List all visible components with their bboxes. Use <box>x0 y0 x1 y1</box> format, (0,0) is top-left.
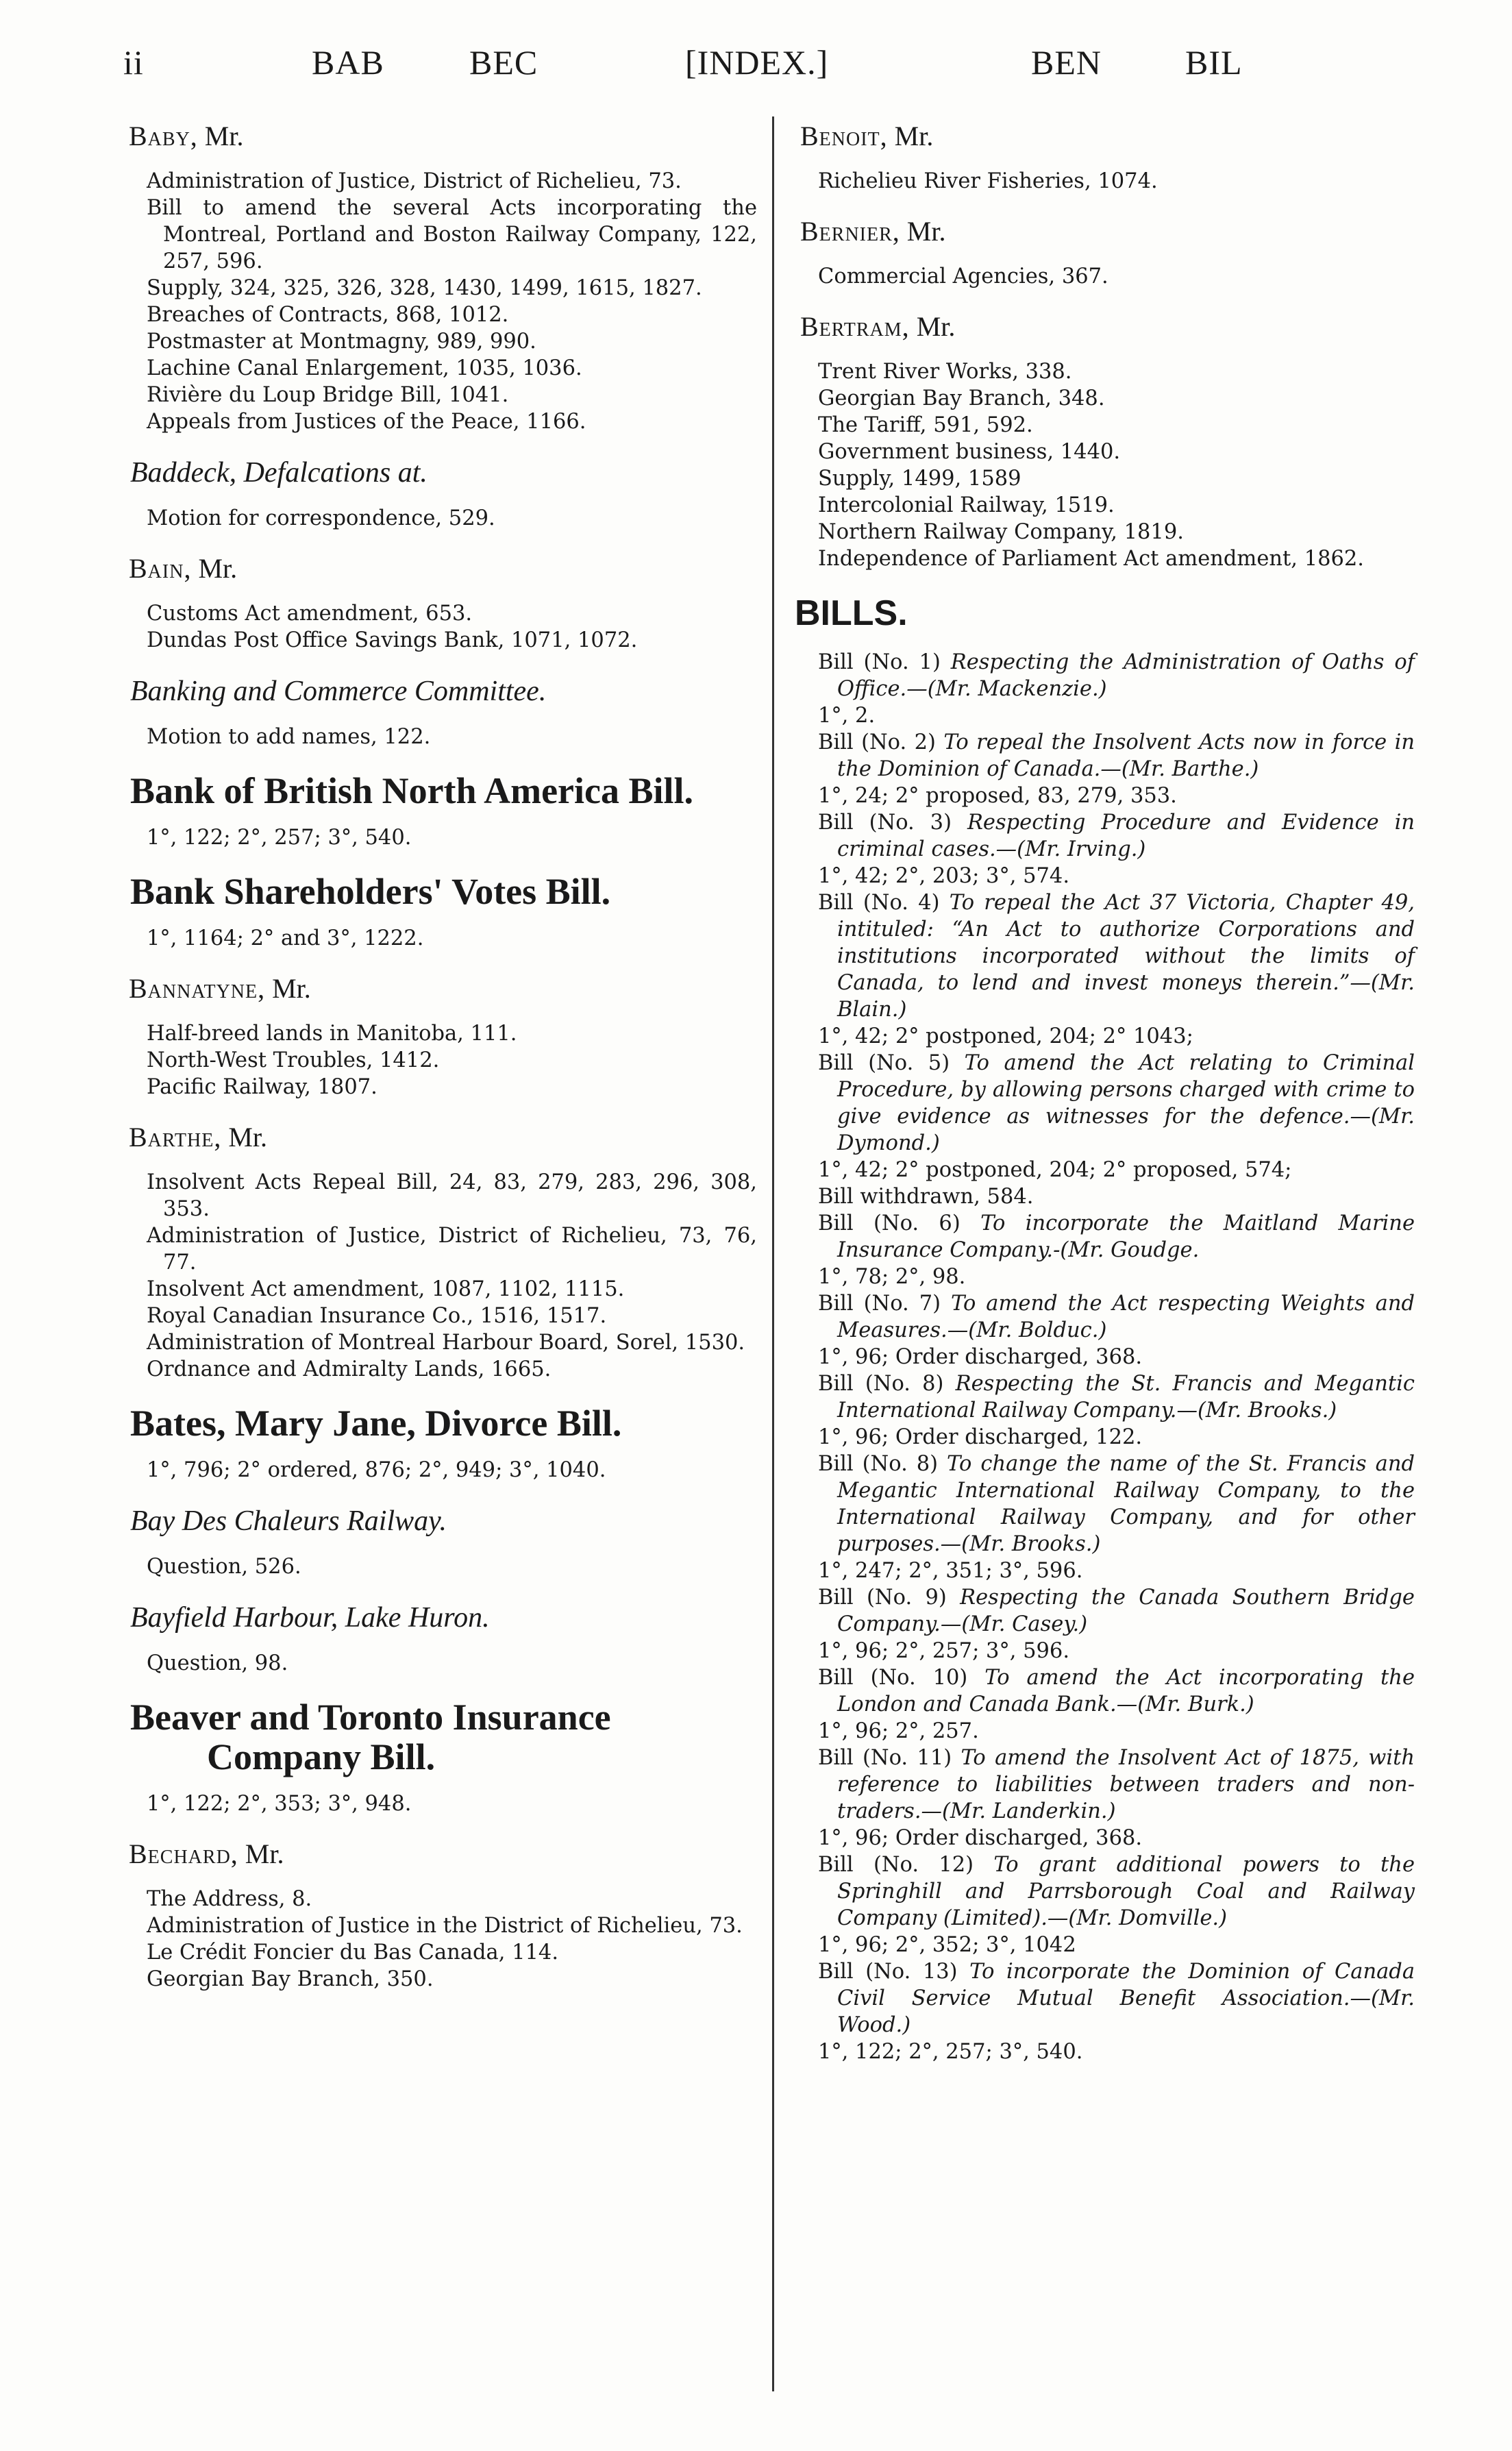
bill-number: Bill (No. 8) <box>818 1372 944 1396</box>
bill-title: Respecting the St. Francis and Megantic International Railway Company.—(Mr. Brooks.) <box>837 1372 1415 1422</box>
bill-stages: 1°, 96; 2°, 257; 3°, 596. <box>818 1639 1070 1663</box>
bill-number: Bill (No. 6) <box>818 1211 961 1235</box>
name-title: Mr. <box>272 973 311 1004</box>
header-to-2: BIL <box>1185 43 1243 82</box>
right-column <box>795 120 1415 2065</box>
bill-item <box>795 1851 1415 1958</box>
bill-stages: 1°, 96; Order discharged, 368. <box>818 1826 1143 1850</box>
entry-baddeck <box>123 456 757 532</box>
bill-item <box>795 1584 1415 1664</box>
bill-number: Bill (No. 8) <box>818 1452 939 1476</box>
name-title: Mr. <box>916 311 956 342</box>
index-entry: Georgian Bay Branch, 350. <box>147 1967 434 1991</box>
name-title: Mr. <box>245 1838 284 1869</box>
bill-number: Bill (No. 2) <box>818 730 936 754</box>
page-number: ii <box>123 43 144 82</box>
stages: 1°, 796; 2° ordered, 876; 2°, 949; 3°, 1040. <box>147 1458 606 1482</box>
bill-title: To amend the Insolvent Act of 1875, with reference to liabilities between traders and non-traders.—(Mr. Landerkin.) <box>837 1746 1415 1823</box>
index-entry: Bill to amend the several Acts incorporating the Montreal, Portland and Boston Railway Company, 122, 257, 596. <box>147 196 757 273</box>
index-entry: Appeals from Justices of the Peace, 1166. <box>147 410 586 434</box>
bill-title: To grant additional powers to the Springhill and Parrsborough Coal and Railway Company (Limited).—(Mr. Domville.) <box>837 1853 1415 1930</box>
name-heading: Bain, <box>129 553 192 584</box>
bill-stages: 1°, 247; 2°, 351; 3°, 596. <box>818 1559 1083 1583</box>
index-entry: Government business, 1440. <box>818 440 1121 464</box>
index-entry: Intercolonial Railway, 1519. <box>818 493 1115 517</box>
entry-bayfield <box>123 1601 757 1677</box>
index-entry: Insolvent Act amendment, 1087, 1102, 1115. <box>147 1277 625 1301</box>
bill-stages: 1°, 96; 2°, 352; 3°, 1042 <box>818 1933 1076 1957</box>
bill-number: Bill (No. 4) <box>818 891 940 915</box>
bill-item <box>795 889 1415 1050</box>
bill-number: Bill (No. 10) <box>818 1666 968 1690</box>
subject-heading: Baddeck, Defalcations at. <box>130 457 427 489</box>
name-heading: Benoit, <box>800 121 888 151</box>
bill-heading: Bank Shareholders' Votes Bill. <box>130 871 611 912</box>
entry-bates <box>123 1403 757 1483</box>
bill-title: To incorporate the Maitland Marine Insurance Company.-(Mr. Goudge. <box>837 1211 1415 1262</box>
bill-stages: 1°, 42; 2° postponed, 204; 2° proposed, 574; <box>818 1158 1292 1182</box>
bill-title: To repeal the Insolvent Acts now in force in the Dominion of Canada.—(Mr. Barthe.) <box>837 730 1415 781</box>
index-entry: Administration of Justice, District of Richelieu, 73. <box>147 169 682 193</box>
subject-heading: Banking and Commerce Committee. <box>130 676 547 707</box>
index-entry: Commercial Agencies, 367. <box>818 264 1108 288</box>
name-heading: Bernier, <box>800 216 900 247</box>
index-entry: Administration of Montreal Harbour Board, Sorel, 1530. <box>147 1331 745 1355</box>
left-column <box>123 120 757 2013</box>
bill-heading: Bates, Mary Jane, Divorce Bill. <box>130 1403 622 1444</box>
entry-bank-shareholders <box>123 872 757 952</box>
index-entry: Pacific Railway, 1807. <box>147 1075 377 1099</box>
name-title: Mr. <box>906 216 946 247</box>
bill-title: To incorporate the Dominion of Canada Civil Service Mutual Benefit Association.—(Mr. Wood.) <box>837 1960 1415 2037</box>
bill-title: Respecting the Administration of Oaths of Office.—(Mr. Mackenzie.) <box>837 650 1415 701</box>
bill-stages: 1°, 42; 2°, 203; 3°, 574. <box>818 864 1070 888</box>
bill-stages: Bill withdrawn, 584. <box>818 1185 1034 1209</box>
bill-title: To change the name of the St. Francis and Megantic International Railway Company, to the International Railway Company, and for other purposes.—(Mr. Brooks.) <box>837 1452 1415 1556</box>
entry-banking <box>123 674 757 750</box>
bill-heading: Beaver and Toronto Insurance Company Bill. <box>130 1697 611 1777</box>
entry-bernier <box>795 215 1415 290</box>
index-entry: Trent River Works, 338. <box>818 360 1072 384</box>
index-entry: Customs Act amendment, 653. <box>147 602 473 626</box>
index-entry: Le Crédit Foncier du Bas Canada, 114. <box>147 1941 559 1965</box>
bill-title: To amend the Act respecting Weights and Measures.—(Mr. Bolduc.) <box>837 1292 1415 1342</box>
bill-title: To repeal the Act 37 Victoria, Chapter 49, intituled: “An Act to authorize Corporations and institutions incorporated without the limits of Canada, to lend and invest moneys therein.”—(Mr. Blain.) <box>837 891 1415 1022</box>
entry-bechard <box>123 1838 757 1993</box>
entry-barthe <box>123 1121 757 1383</box>
entry-beaver <box>123 1697 757 1817</box>
index-entry: Breaches of Contracts, 868, 1012. <box>147 303 509 327</box>
bill-number: Bill (No. 13) <box>818 1960 958 1984</box>
bill-number: Bill (No. 5) <box>818 1051 950 1075</box>
index-entry: Supply, 1499, 1589 <box>818 467 1021 491</box>
entry-bertram <box>795 310 1415 572</box>
bills-list <box>795 649 1415 2065</box>
stages: 1°, 122; 2°, 353; 3°, 948. <box>147 1792 412 1816</box>
index-entry: Administration of Justice, District of Richelieu, 73, 76, 77. <box>147 1224 757 1274</box>
index-entry: Question, 526. <box>147 1555 301 1579</box>
bill-stages: 1°, 122; 2°, 257; 3°, 540. <box>818 2040 1083 2064</box>
index-entry: Georgian Bay Branch, 348. <box>818 386 1105 410</box>
name-heading: Baby, <box>129 121 198 151</box>
stages: 1°, 122; 2°, 257; 3°, 540. <box>147 826 412 850</box>
bill-number: Bill (No. 1) <box>818 650 941 674</box>
bill-title: To amend the Act incorporating the London and Canada Bank.—(Mr. Burk.) <box>837 1666 1415 1716</box>
index-entry: North-West Troubles, 1412. <box>147 1048 440 1072</box>
bill-item <box>795 1664 1415 1745</box>
bill-item <box>795 809 1415 889</box>
bill-stages: 1°, 96; Order discharged, 122. <box>818 1425 1143 1449</box>
name-title: Mr. <box>198 553 238 584</box>
index-entry: Half-breed lands in Manitoba, 111. <box>147 1022 517 1046</box>
name-title: Mr. <box>894 121 934 151</box>
entry-bay-des-chaleurs <box>123 1504 757 1580</box>
index-entry: Richelieu River Fisheries, 1074. <box>818 169 1158 193</box>
index-entry: Rivière du Loup Bridge Bill, 1041. <box>147 383 509 407</box>
bill-item <box>795 649 1415 729</box>
subject-heading: Bayfield Harbour, Lake Huron. <box>130 1602 490 1634</box>
index-entry: Royal Canadian Insurance Co., 1516, 1517. <box>147 1304 607 1328</box>
index-entry: Postmaster at Montmagny, 989, 990. <box>147 330 536 354</box>
index-entry: The Address, 8. <box>147 1887 312 1911</box>
bill-stages: 1°, 78; 2°, 98. <box>818 1265 966 1289</box>
index-entry: Question, 98. <box>147 1651 288 1675</box>
header-to-1: BEN <box>1031 43 1102 82</box>
bill-stages: 1°, 42; 2° postponed, 204; 2° 1043; <box>818 1024 1193 1048</box>
running-head <box>0 42 1512 90</box>
bill-title: To amend the Act relating to Criminal Procedure, by allowing persons charged with crime to give evidence as witnesses for the defence.—(Mr. Dymond.) <box>837 1051 1415 1155</box>
entry-benoit <box>795 120 1415 195</box>
bill-number: Bill (No. 9) <box>818 1586 947 1610</box>
index-entry: Insolvent Acts Repeal Bill, 24, 83, 279, 283, 296, 308, 353. <box>147 1170 757 1221</box>
name-title: Mr. <box>204 121 244 151</box>
bill-item <box>795 1210 1415 1290</box>
name-heading: Bechard, <box>129 1838 238 1869</box>
bill-number: Bill (No. 11) <box>818 1746 952 1770</box>
bill-item <box>795 1958 1415 2065</box>
index-entry: Ordnance and Admiralty Lands, 1665. <box>147 1357 551 1381</box>
header-from-2: BEC <box>469 43 538 82</box>
subject-heading: Bay Des Chaleurs Railway. <box>130 1505 447 1537</box>
header-index: [INDEX.] <box>685 43 829 82</box>
entry-baby <box>123 120 757 435</box>
index-entry: Administration of Justice in the District of Richelieu, 73. <box>147 1914 743 1938</box>
index-entry: Lachine Canal Enlargement, 1035, 1036. <box>147 356 582 380</box>
index-entry: Motion to add names, 122. <box>147 725 431 749</box>
name-heading: Barthe, <box>129 1122 222 1153</box>
name-heading: Bertram, <box>800 311 910 342</box>
name-heading: Bannatyne, <box>129 973 266 1004</box>
bill-item <box>795 1050 1415 1210</box>
index-entry: Supply, 324, 325, 326, 328, 1430, 1499, 1615, 1827. <box>147 276 702 300</box>
bill-title: Respecting Procedure and Evidence in criminal cases.—(Mr. Irving.) <box>837 811 1415 861</box>
index-entry: Independence of Parliament Act amendment, 1862. <box>818 547 1365 571</box>
bill-heading: Bank of British North America Bill. <box>130 770 693 811</box>
bill-item <box>795 1745 1415 1851</box>
index-entry: Dundas Post Office Savings Bank, 1071, 1072. <box>147 628 638 652</box>
entry-bank-bna <box>123 771 757 851</box>
bill-title: Respecting the Canada Southern Bridge Company.—(Mr. Casey.) <box>837 1586 1415 1636</box>
bill-item <box>795 1290 1415 1370</box>
name-title: Mr. <box>228 1122 268 1153</box>
bill-stages: 1°, 24; 2° proposed, 83, 279, 353. <box>818 784 1177 808</box>
index-entry: The Tariff, 591, 592. <box>818 413 1033 437</box>
entry-bain <box>123 552 757 654</box>
column-rule <box>772 116 774 2391</box>
index-entry: Northern Railway Company, 1819. <box>818 520 1184 544</box>
bill-number: Bill (No. 7) <box>818 1292 941 1316</box>
entry-bannatyne <box>123 972 757 1100</box>
bill-stages: 1°, 96; Order discharged, 368. <box>818 1345 1143 1369</box>
bill-number: Bill (No. 12) <box>818 1853 974 1877</box>
bill-item <box>795 1370 1415 1451</box>
bill-item <box>795 1451 1415 1584</box>
bill-number: Bill (No. 3) <box>818 811 952 835</box>
bill-stages: 1°, 2. <box>818 704 876 728</box>
bill-item <box>795 729 1415 809</box>
stages: 1°, 1164; 2° and 3°, 1222. <box>147 926 424 950</box>
bill-stages: 1°, 96; 2°, 257. <box>818 1719 979 1743</box>
bills-heading: BILLS. <box>795 593 908 633</box>
header-from-1: BAB <box>312 43 384 82</box>
index-entry: Motion for correspondence, 529. <box>147 506 495 530</box>
